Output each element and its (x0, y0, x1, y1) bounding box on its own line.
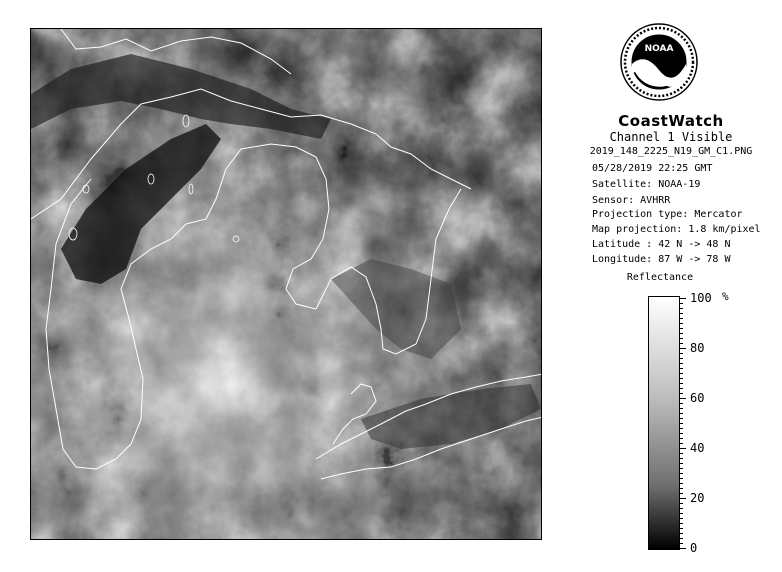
scale-unit: % (722, 290, 729, 303)
logo-center-text: NOAA (644, 44, 674, 54)
satellite-map-svg (31, 29, 542, 540)
scale-minor-tick (680, 373, 683, 374)
scale-minor-tick (680, 463, 683, 464)
scale-minor-tick (680, 323, 683, 324)
scale-minor-tick (680, 423, 683, 424)
scale-major-tick (680, 348, 686, 349)
longitude-label: Longitude: 87 W -> 78 W (592, 254, 731, 265)
scale-minor-tick (680, 528, 683, 529)
scale-minor-tick (680, 358, 683, 359)
scale-major-tick (680, 398, 686, 399)
scale-minor-tick (680, 458, 683, 459)
scale-tick-label: 100 (690, 291, 712, 305)
map-projection-label: Map projection: 1.8 km/pixel (592, 224, 761, 235)
channel-label: Channel 1 Visible (609, 130, 733, 144)
scale-minor-tick (680, 468, 683, 469)
scale-minor-tick (680, 443, 683, 444)
sensor-label: Sensor: AVHRR (592, 195, 671, 206)
scale-minor-tick (680, 303, 683, 304)
datetime-label: 05/28/2019 22:25 GMT (592, 163, 713, 174)
scale-minor-tick (680, 453, 683, 454)
scale-minor-tick (680, 538, 683, 539)
scale-minor-tick (680, 338, 683, 339)
scale-minor-tick (680, 518, 683, 519)
scale-minor-tick (680, 488, 683, 489)
scale-minor-tick (680, 413, 683, 414)
scale-minor-tick (680, 513, 683, 514)
scale-minor-tick (680, 503, 683, 504)
noaa-seal-icon (619, 22, 699, 102)
scale-minor-tick (680, 353, 683, 354)
scale-minor-tick (680, 533, 683, 534)
scale-major-tick (680, 298, 686, 299)
scale-major-tick (680, 448, 686, 449)
reflectance-color-scale (648, 296, 680, 550)
latitude-label: Latitude : 42 N -> 48 N (592, 239, 731, 250)
scale-minor-tick (680, 478, 683, 479)
scale-minor-tick (680, 363, 683, 364)
filename-label: 2019_148_2225_N19_GM_C1.PNG (589, 146, 753, 157)
scale-minor-tick (680, 368, 683, 369)
scale-major-tick (680, 548, 686, 549)
scale-major-tick (680, 498, 686, 499)
scale-title: Reflectance (626, 272, 694, 283)
scale-tick-label: 0 (690, 541, 698, 555)
scale-minor-tick (680, 483, 683, 484)
scale-minor-tick (680, 473, 683, 474)
scale-minor-tick (680, 378, 683, 379)
scale-minor-tick (680, 318, 683, 319)
scale-minor-tick (680, 388, 683, 389)
scale-tick-label: 40 (690, 441, 705, 455)
scale-tick-label: 80 (690, 341, 705, 355)
scale-minor-tick (680, 493, 683, 494)
scale-minor-tick (680, 428, 683, 429)
scale-minor-tick (680, 418, 683, 419)
scale-minor-tick (680, 523, 683, 524)
scale-minor-tick (680, 438, 683, 439)
scale-minor-tick (680, 328, 683, 329)
scale-tick-label: 20 (690, 491, 705, 505)
scale-minor-tick (680, 308, 683, 309)
projection-type-label: Projection type: Mercator (592, 209, 743, 220)
scale-minor-tick (680, 408, 683, 409)
scale-minor-tick (680, 313, 683, 314)
scale-tick-label: 60 (690, 391, 705, 405)
brand-title: CoastWatch (618, 112, 724, 130)
satellite-image (30, 28, 542, 540)
scale-minor-tick (680, 433, 683, 434)
satellite-label: Satellite: NOAA-19 (592, 179, 701, 190)
scale-minor-tick (680, 343, 683, 344)
scale-minor-tick (680, 508, 683, 509)
scale-minor-tick (680, 393, 683, 394)
scale-minor-tick (680, 333, 683, 334)
scale-minor-tick (680, 403, 683, 404)
scale-minor-tick (680, 383, 683, 384)
scale-minor-tick (680, 543, 683, 544)
